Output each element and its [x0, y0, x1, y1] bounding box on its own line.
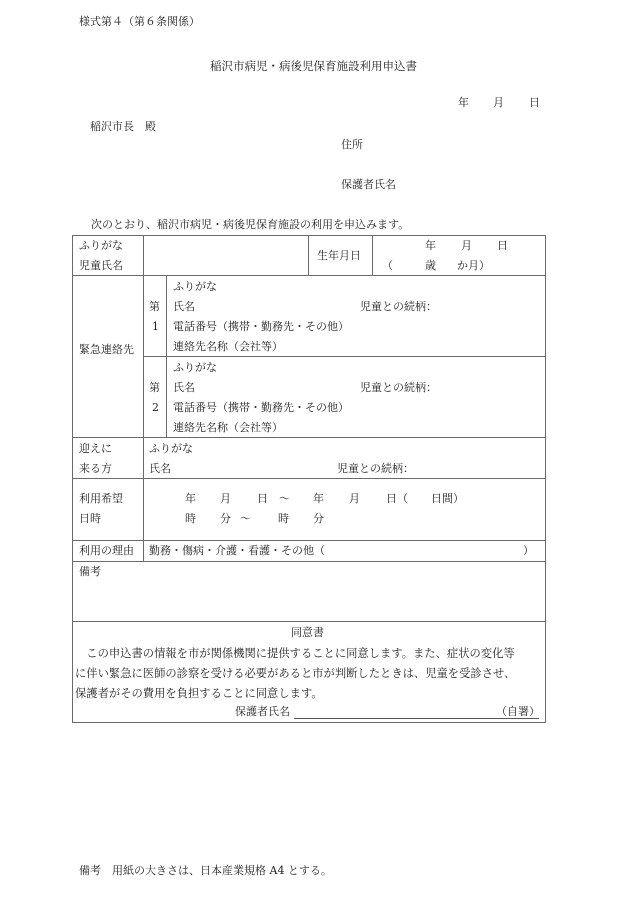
end-hour-label: 時 [278, 512, 289, 525]
table-border-left [72, 235, 73, 723]
reason-options[interactable]: 勤務・傷病・介護・看護・その他（ [149, 544, 325, 557]
start-year-label: 年 [185, 492, 196, 505]
age-months-label: か月） [457, 259, 490, 272]
contact-1-org-label: 連絡先名称（会社等） [173, 340, 283, 353]
end-minute-label: 分 [313, 512, 324, 525]
start-month-label: 月 [220, 492, 231, 505]
row-divider [72, 621, 546, 622]
child-name-field[interactable] [144, 236, 307, 274]
emergency-contact-label: 緊急連絡先 [79, 343, 134, 356]
schedule-field[interactable] [144, 479, 544, 539]
table-border-bottom [72, 722, 546, 723]
contact-1-relation-label: 児童との続柄： [360, 300, 437, 313]
age-years-label: 歳 [425, 259, 436, 272]
consent-title: 同意書 [291, 626, 324, 639]
intro-text: 次のとおり、稲沢市病児・病後児保育施設の利用を申込みます。 [91, 218, 410, 231]
pickup-label-line2: 来る方 [79, 462, 112, 475]
reason-close-paren: ） [523, 544, 534, 557]
contact-2-field[interactable] [167, 357, 544, 436]
form-number: 様式第４（第６条関係） [79, 15, 200, 28]
birthdate-label: 生年月日 [317, 249, 361, 262]
signature-underline [294, 718, 539, 719]
contact-1-name-label: 氏名 [173, 300, 195, 313]
guardian-name-label: 保護者氏名 [341, 178, 396, 191]
pickup-field[interactable] [144, 438, 544, 477]
consent-signature-field[interactable] [294, 703, 494, 718]
pickup-label-line1: 迎えに [79, 442, 112, 455]
date-range-tilde: ～ [279, 492, 290, 505]
contact-2-furigana-label: ふりがな [173, 361, 217, 374]
consent-text-line1: この申込書の情報を市が関係機関に提供することに同意します。また、症状の変化等 [75, 647, 515, 660]
reason-label: 利用の理由 [79, 544, 134, 557]
end-year-label: 年 [313, 492, 324, 505]
row-divider [72, 561, 546, 562]
remarks-label: 備考 [79, 565, 101, 578]
schedule-label-line2: 日時 [79, 512, 101, 525]
address-label: 住所 [341, 138, 363, 151]
contact-2-number: 2 [152, 401, 159, 414]
start-day-label: 日 [257, 492, 268, 505]
age-open-paren: （ [382, 259, 393, 272]
contact-2-org-label: 連絡先名称（会社等） [173, 421, 283, 434]
contact-1-field[interactable] [167, 276, 544, 355]
contact-2-name-label: 氏名 [173, 381, 195, 394]
date-month-label: 月 [493, 96, 504, 109]
page-title: 稲沢市病児・病後児保育施設利用申込書 [210, 59, 417, 73]
child-furigana-label: ふりがな [79, 239, 123, 252]
birth-month-label: 月 [461, 239, 472, 252]
contact-1-furigana-label: ふりがな [173, 280, 217, 293]
contact-1-phone-label: 電話番号（携帯・勤務先・その他） [173, 320, 349, 333]
table-border-right [545, 235, 546, 723]
col-divider [308, 235, 309, 275]
start-hour-label: 時 [185, 512, 196, 525]
consent-text-line3: 保護者がその費用を負担することに同意します。 [75, 687, 323, 700]
pickup-name-label: 氏名 [149, 462, 171, 475]
birth-day-label: 日 [497, 239, 508, 252]
consent-text-line2: に伴い緊急に医師の診察を受ける必要があると市が判断したときは、児童を受診させ、 [75, 667, 516, 680]
contact-2-ordinal: 第 [149, 381, 160, 394]
days-count-label: 日間） [431, 492, 464, 505]
start-minute-label: 分 [220, 512, 231, 525]
contact-1-number: 1 [152, 320, 159, 333]
consent-signature-suffix: （自署） [496, 705, 540, 718]
schedule-label-line1: 利用希望 [79, 492, 123, 505]
child-name-label: 児童氏名 [79, 259, 123, 272]
birth-year-label: 年 [425, 239, 436, 252]
contact-1-ordinal: 第 [149, 300, 160, 313]
date-year-label: 年 [458, 96, 469, 109]
pickup-relation-label: 児童との続柄： [337, 462, 414, 475]
date-day-label: 日 [529, 96, 540, 109]
end-day-label: 日（ [386, 492, 408, 505]
consent-signature-label: 保護者氏名 [235, 705, 290, 718]
time-range-tilde: ～ [240, 512, 251, 525]
pickup-furigana-label: ふりがな [149, 442, 193, 455]
contact-2-phone-label: 電話番号（携帯・勤務先・その他） [173, 401, 349, 414]
end-month-label: 月 [349, 492, 360, 505]
addressee: 稲沢市長 殿 [90, 120, 156, 133]
remarks-field[interactable] [73, 580, 544, 620]
footer-note: 備考 用紙の大きさは、日本産業規格 A4 とする。 [79, 864, 332, 877]
contact-2-relation-label: 児童との続柄： [360, 381, 437, 394]
